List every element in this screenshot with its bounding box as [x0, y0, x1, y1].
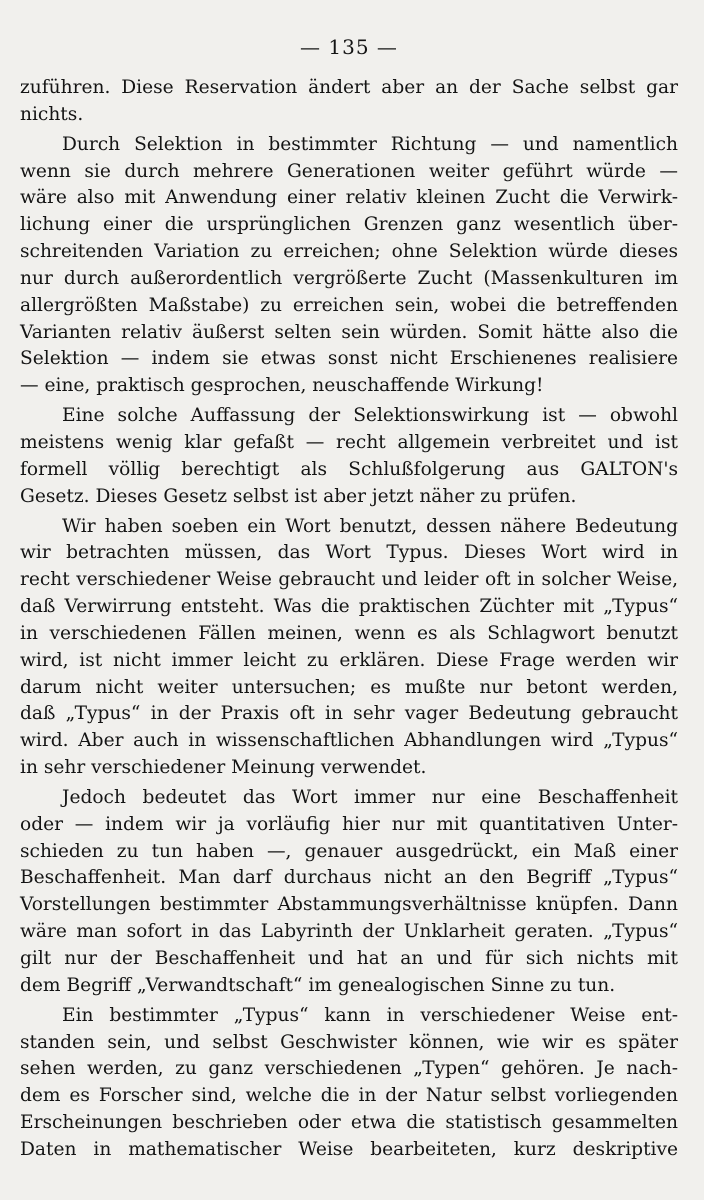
text-line: dem Begriff „Verwandtschaft“ im genealogischen Sinne zu tun.: [20, 974, 616, 996]
text-line: Vorstellungen bestimmter Abstammungsverhältnisse knüpfen. Dann: [20, 894, 678, 916]
text-line: Wir haben soeben ein Wort benutzt, dessen nähere Bedeutung: [62, 515, 678, 537]
text-line: wäre man sofort in das Labyrinth der Unklarheit geraten. „Typus“: [20, 921, 678, 943]
text-line: Ein bestimmter „Typus“ kann in verschiedener Weise ent-: [62, 1004, 678, 1026]
text-line: wird. Aber auch in wissenschaftlichen Abhandlungen wird „Typus“: [20, 730, 678, 752]
text-line: — eine, praktisch gesprochen, neuschaffende Wirkung!: [20, 375, 544, 397]
text-line: darum nicht weiter untersuchen; es mußte nur betont werden,: [20, 676, 678, 698]
text-line: schieden zu tun haben —, genauer ausgedrückt, ein Maß einer: [20, 840, 678, 862]
text-line: Beschaffenheit. Man darf durchaus nicht an den Begriff „Typus“: [20, 867, 678, 889]
text-line: zuführen. Diese Reservation ändert aber an der Sache selbst gar: [20, 77, 678, 98]
text-line: allergrößten Maßstabe) zu erreichen sein, wobei die betreffenden: [20, 294, 678, 316]
text-line: dem es Forscher sind, welche die in der Natur selbst vorliegenden: [20, 1085, 678, 1107]
text-line: wenn sie durch mehrere Generationen weiter geführt würde —: [20, 160, 678, 182]
paragraph: [20, 514, 678, 782]
text-line: nichts.: [20, 103, 84, 125]
text-line: wäre also mit Anwendung einer relativ kleinen Zucht die Verwirk-: [20, 187, 678, 209]
paragraph: [20, 403, 678, 510]
text-line: wird, ist nicht immer leicht zu erklären. Diese Frage werden wir: [20, 649, 678, 671]
text-line: gilt nur der Beschaffenheit und hat an und für sich nichts mit: [20, 948, 678, 969]
text-line: Eine solche Auffassung der Selektionswirkung ist — obwohl: [62, 405, 678, 427]
text-line: daß Verwirrung entsteht. Was die praktischen Züchter mit „Typus“: [20, 596, 678, 618]
text-line: oder — indem wir ja vorläufig hier nur mit quantitativen Unter-: [20, 813, 678, 835]
text-line: Gesetz. Dieses Gesetz selbst ist aber jetzt näher zu prüfen.: [20, 485, 577, 507]
text-line: Varianten relativ äußerst selten sein würden. Somit hätte also die: [20, 321, 678, 343]
paragraph: [20, 785, 678, 1000]
text-line: lichung einer die ursprünglichen Grenzen ganz wesentlich über-: [20, 214, 678, 236]
text-line: Durch Selektion in bestimmter Richtung — und namentlich: [62, 133, 678, 155]
text-line: wir betrachten müssen, das Wort Typus. Dieses Wort wird in: [20, 542, 678, 564]
text-line: in sehr verschiedener Meinung verwendet.: [20, 757, 427, 779]
text-line: nur durch außerordentlich vergrößerte Zucht (Massenkulturen im: [20, 267, 678, 289]
text-line: recht verschiedener Weise gebraucht und leider oft in solcher Weise,: [20, 569, 678, 591]
text-line: meistens wenig klar gefaßt — recht allgemein verbreitet und ist: [20, 431, 678, 453]
text-line: Erscheinungen beschrieben oder etwa die statistisch gesammelten: [20, 1112, 678, 1134]
paragraph: [20, 75, 678, 129]
paragraph: [20, 132, 678, 400]
text-line: schreitenden Variation zu erreichen; ohne Selektion würde dieses: [20, 241, 678, 263]
body-text: [20, 75, 678, 1164]
text-line: Selektion — indem sie etwas sonst nicht Erschienenes realisiere: [20, 348, 678, 370]
text-line: daß „Typus“ in der Praxis oft in sehr vager Bedeutung gebraucht: [20, 703, 678, 725]
text-line: Daten in mathematischer Weise bearbeiteten, kurz deskriptive: [20, 1138, 678, 1160]
text-line: standen sein, und selbst Geschwister können, wie wir es später: [20, 1031, 678, 1053]
text-line: Jedoch bedeutet das Wort immer nur eine Beschaffenheit: [62, 786, 678, 808]
text-line: formell völlig berechtigt als Schlußfolgerung aus GALTON's: [20, 458, 678, 480]
text-line: in verschiedenen Fällen meinen, wenn es als Schlagwort benutzt: [20, 622, 678, 644]
text-line: sehen werden, zu ganz verschiedenen „Typen“ gehören. Je nach-: [20, 1058, 678, 1080]
paragraph: [20, 1003, 678, 1164]
page-number: — 135 —: [300, 35, 398, 59]
